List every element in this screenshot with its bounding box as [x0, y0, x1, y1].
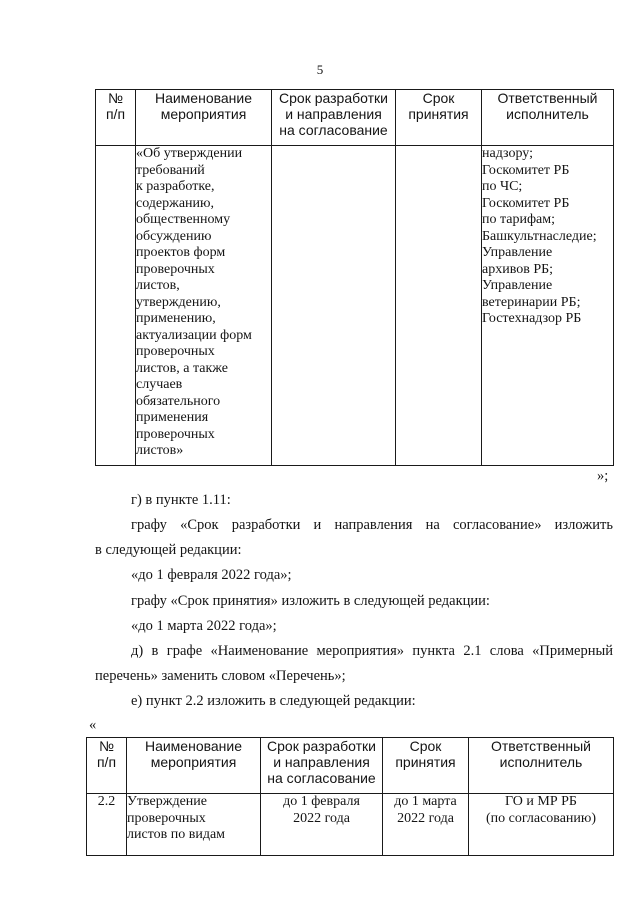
row-name-line: применения [136, 410, 209, 425]
row-name-line: Утверждение [127, 794, 207, 809]
header-number [96, 90, 136, 146]
row-responsible-line: по тарифам; [482, 212, 556, 227]
header-responsible [469, 738, 614, 794]
header-name-line: Наименование [154, 90, 253, 106]
header-deadline-development-line: и направления [273, 754, 370, 770]
header-responsible-line: исполнитель [499, 754, 583, 770]
header-deadline-acceptance-line: Срок [422, 90, 455, 106]
paragraph-d-line-2: перечень» заменить словом «Перечень»; [95, 668, 346, 684]
table-header-row [87, 738, 614, 794]
header-deadline-development [272, 90, 396, 146]
row-name-line: листов по видам [127, 827, 226, 842]
row-responsible-line: Управление [482, 278, 553, 293]
row-name-line: «Об утверждении [136, 146, 243, 161]
paragraph-d-line-1: д) в графе «Наименование мероприятия» пункта 2.1 слова «Примерный [131, 643, 613, 659]
paragraph-column-line-2: в следующей редакции: [95, 542, 242, 558]
row-responsible-lines [482, 146, 613, 328]
header-deadline-development-line: и направления [285, 106, 382, 122]
header-responsible-line: Ответственный [491, 738, 591, 754]
row-responsible-line: (по согласованию) [485, 810, 597, 826]
header-name [127, 738, 261, 794]
header-deadline-acceptance-line: принятия [395, 754, 456, 770]
continued-table [95, 89, 614, 466]
header-name-line: Наименование [144, 738, 243, 754]
open-quote: « [89, 717, 97, 733]
row-responsible-line: Башкультнаследие; [482, 228, 597, 244]
row-responsible-line: Госкомитет РБ [482, 195, 570, 211]
row-name-line: утверждению, [136, 294, 221, 310]
row-name-line: проверочных [127, 810, 206, 826]
header-name [136, 90, 272, 146]
header-responsible-line: исполнитель [506, 106, 589, 122]
row-name-line: проверочных [136, 426, 215, 442]
row-number: 2.2 [87, 794, 127, 856]
header-deadline-acceptance-line: принятия [408, 106, 469, 122]
row-name-line: обязательного [136, 393, 221, 409]
paragraph-date-feb: «до 1 февраля 2022 года»; [131, 567, 292, 583]
row-name-line: проверочных [136, 261, 215, 277]
row-responsible-line: Управление [482, 245, 553, 260]
row-name-line: листов, а также [136, 360, 228, 376]
row-name [136, 146, 272, 466]
row-number [96, 146, 136, 466]
header-responsible-line: Ответственный [497, 90, 598, 106]
header-responsible [482, 90, 614, 146]
row-name-line: обсуждению [136, 228, 212, 244]
row-deadline-development [261, 794, 383, 856]
row-name-line: применению, [136, 311, 216, 326]
row-deadline-development [272, 146, 396, 466]
new-row-table [86, 737, 614, 856]
row-name-line: к разработке, [136, 179, 215, 194]
table-row [87, 794, 614, 856]
header-deadline-development-line: на согласование [279, 122, 388, 138]
row-responsible [469, 794, 614, 856]
row-responsible-line: Гостехнадзор РБ [482, 311, 582, 326]
header-number-line: п/п [105, 106, 126, 122]
header-deadline-development-line: на согласование [267, 770, 376, 786]
header-deadline-development-line: Срок разработки [267, 738, 376, 754]
row-name-line: листов» [136, 443, 184, 458]
row-responsible [482, 146, 614, 466]
row-name-line: проектов форм [136, 245, 226, 260]
header-deadline-acceptance [383, 738, 469, 794]
paragraph-acceptance-column: графу «Срок принятия» изложить в следующей редакции: [131, 593, 490, 609]
row-name-line: содержанию, [136, 195, 214, 211]
paragraph-date-mar: «до 1 марта 2022 года»; [131, 618, 277, 634]
row-responsible-line: надзору; [482, 146, 533, 161]
row-responsible-line: ГО и МР РБ [505, 794, 577, 809]
header-name-line: мероприятия [160, 106, 247, 122]
row-name-line: актуализации форм [136, 327, 252, 343]
row-deadline-development-line: до 1 февраля [283, 794, 360, 809]
paragraph-column-line-1: графу «Срок разработки и направления на согласование» изложить [131, 517, 613, 533]
page-number: 5 [316, 62, 324, 77]
row-deadline-acceptance-line: до 1 марта [394, 794, 457, 809]
table-row [96, 146, 614, 466]
row-name-line: требований [136, 162, 205, 178]
paragraph-g: г) в пункте 1.11: [131, 492, 231, 508]
header-deadline-acceptance [396, 90, 482, 146]
table-closing-mark: »; [597, 468, 609, 484]
row-name-line: случаев [136, 377, 183, 392]
header-number-line: № [98, 738, 115, 754]
row-deadline-development-line: 2022 года [293, 810, 350, 826]
row-responsible-line: архивов РБ; [482, 261, 554, 277]
header-deadline-development [261, 738, 383, 794]
row-responsible-line: по ЧС; [482, 179, 523, 194]
row-deadline-acceptance [383, 794, 469, 856]
row-name-line: листов, [136, 278, 180, 293]
header-deadline-acceptance-line: Срок [409, 738, 442, 754]
row-name [127, 794, 261, 856]
header-number-line: п/п [96, 754, 117, 770]
table-header-row [96, 90, 614, 146]
header-number [87, 738, 127, 794]
row-deadline-acceptance [396, 146, 482, 466]
paragraph-e: е) пункт 2.2 изложить в следующей редакции: [131, 693, 416, 709]
header-number-line: № [107, 90, 124, 106]
row-name-lines [136, 146, 271, 460]
row-responsible-line: ветеринарии РБ; [482, 294, 581, 310]
row-responsible-line: Госкомитет РБ [482, 162, 570, 178]
row-name-line: общественному [136, 212, 231, 227]
header-name-line: мероприятия [150, 754, 237, 770]
row-deadline-acceptance-line: 2022 года [397, 810, 454, 826]
header-deadline-development-line: Срок разработки [279, 90, 388, 106]
row-name-line: проверочных [136, 344, 215, 359]
